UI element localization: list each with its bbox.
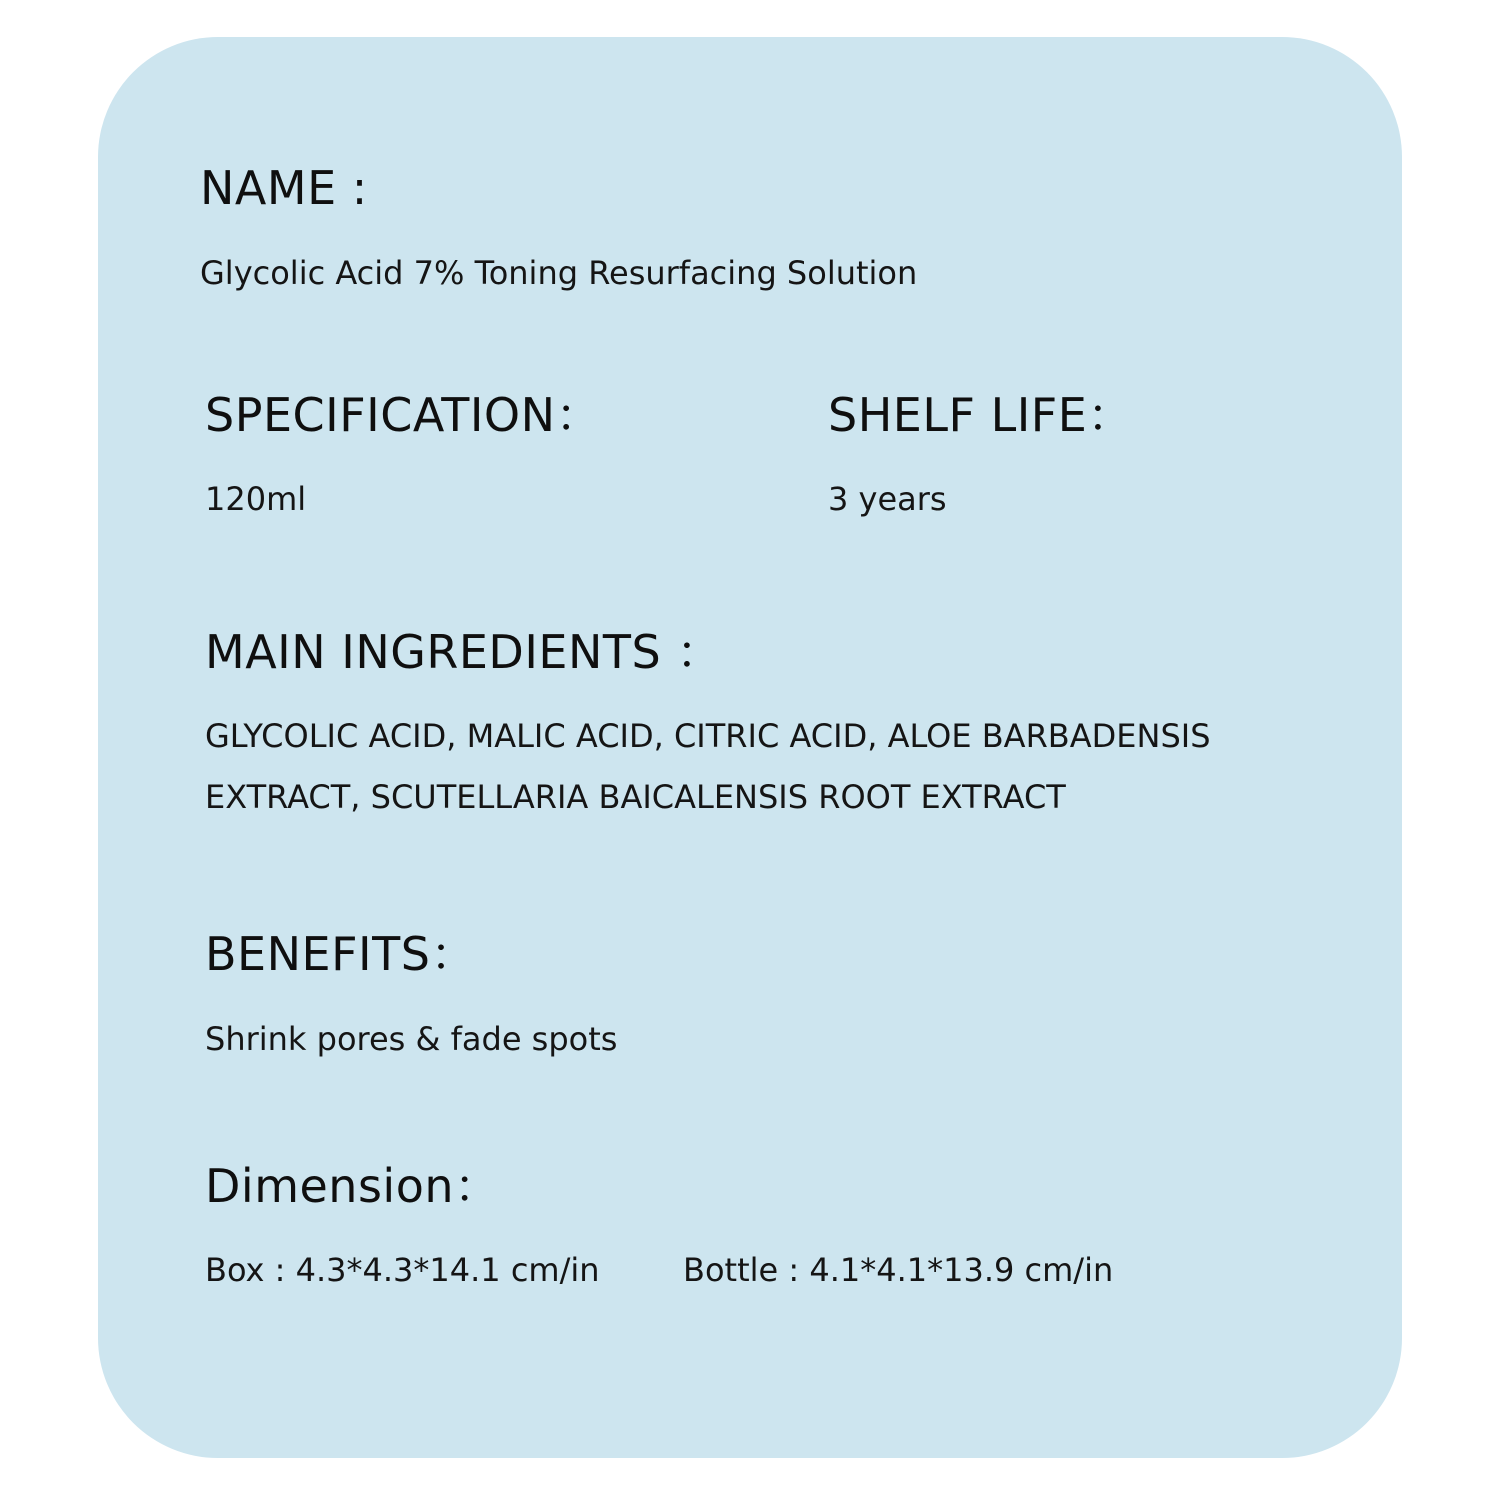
main-ingredients-value: GLYCOLIC ACID, MALIC ACID, CITRIC ACID, ALOE BARBADENSIS EXTRACT, SCUTELLARIA BAICALENSIS ROOT EXTRACT: [205, 717, 1211, 816]
benefits-value: Shrink pores & fade spots: [205, 1020, 618, 1058]
main-ingredients-heading: MAIN INGREDIENTS ：: [205, 625, 723, 679]
name-heading: NAME :: [200, 161, 368, 215]
shelf-life-heading: SHELF LIFE：: [828, 388, 1134, 442]
name-value: Glycolic Acid 7% Toning Resurfacing Solution: [200, 254, 918, 292]
benefits-heading: BENEFITS：: [205, 927, 477, 981]
specification-value: 120ml: [205, 480, 307, 518]
dimension-heading: Dimension：: [205, 1159, 501, 1213]
specification-heading: SPECIFICATION：: [205, 388, 603, 442]
dimension-bottle-value: Bottle : 4.1*4.1*13.9 cm/in: [683, 1251, 1114, 1289]
shelf-life-value: 3 years: [828, 480, 947, 518]
dimension-box-value: Box : 4.3*4.3*14.1 cm/in: [205, 1251, 600, 1289]
